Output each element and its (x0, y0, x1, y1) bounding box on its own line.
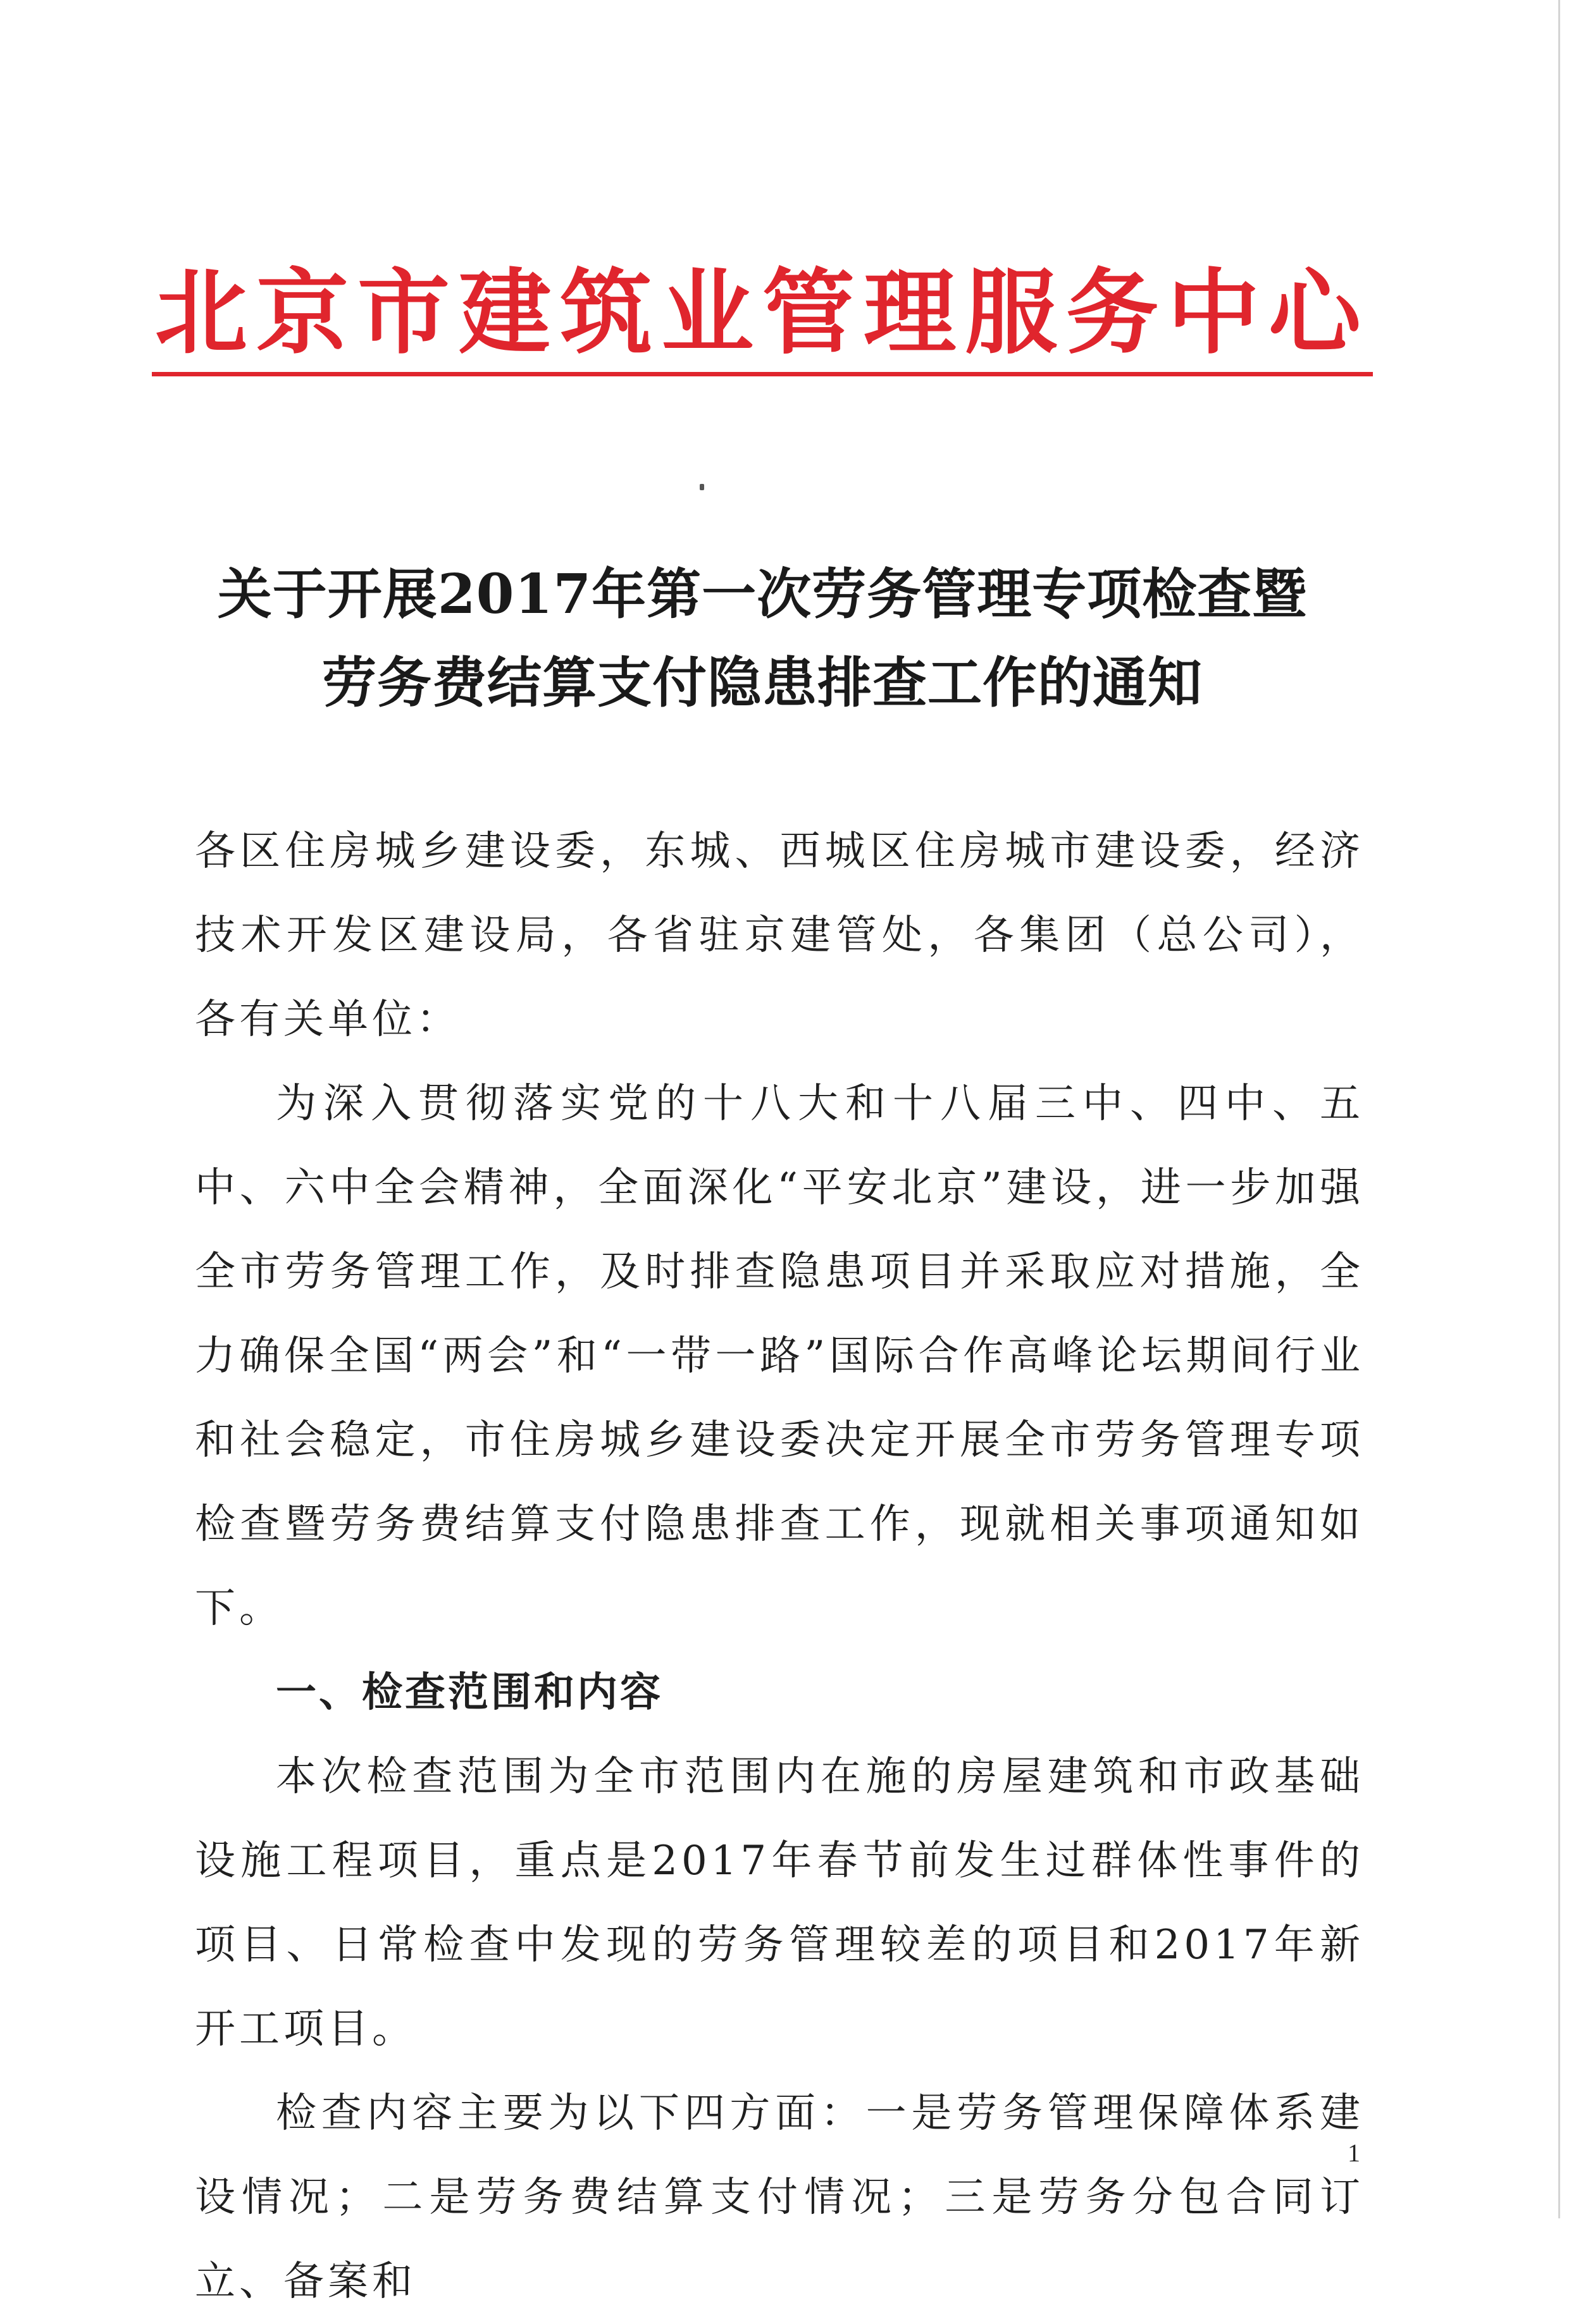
recipients-paragraph: 各区住房城乡建设委，东城、西城区住房城市建设委，经济技术开发区建设局，各省驻京建管处，各集团（总公司），各有关单位： (195, 828, 1364, 1043)
content-paragraph: 检查内容主要为以下四方面：一是劳务管理保障体系建设情况；二是劳务费结算支付情况；三是劳务分包合同订立、备案和 (195, 2090, 1364, 2305)
letterhead-red-rule (152, 372, 1373, 376)
page-number: 1 (1348, 2139, 1360, 2167)
section-1-heading: 一、检查范围和内容 (276, 1669, 663, 1716)
document-body (195, 810, 1364, 2324)
document-title (152, 550, 1373, 727)
letterhead-org-name: 北京市建筑业管理服务中心 (155, 259, 1370, 367)
intro-paragraph: 为深入贯彻落实党的十八大和十八届三中、四中、五中、六中全会精神，全面深化“平安北京”建设，进一步加强全市劳务管理工作，及时排查隐患项目并采取应对措施，全力确保全国“两会”和“一带一路”国际合作高峰论坛期间行业和社会稳定，市住房城乡建设委决定开展全市劳务管理专项检查暨劳务费结算支付隐患排查工作，现就相关事项通知如下。 (195, 1080, 1364, 1632)
scan-edge-line (1558, 0, 1560, 2218)
scan-speck (700, 484, 704, 490)
document-title-line-2: 劳务费结算支付隐患排查工作的通知 (322, 651, 1203, 715)
scope-paragraph: 本次检查范围为全市范围内在施的房屋建筑和市政基础设施工程项目，重点是2017年春节前发生过群体性事件的项目、日常检查中发现的劳务管理较差的项目和2017年新开工项目。 (195, 1753, 1364, 2053)
document-title-line-1: 关于开展2017年第一次劳务管理专项检查暨 (217, 562, 1308, 626)
